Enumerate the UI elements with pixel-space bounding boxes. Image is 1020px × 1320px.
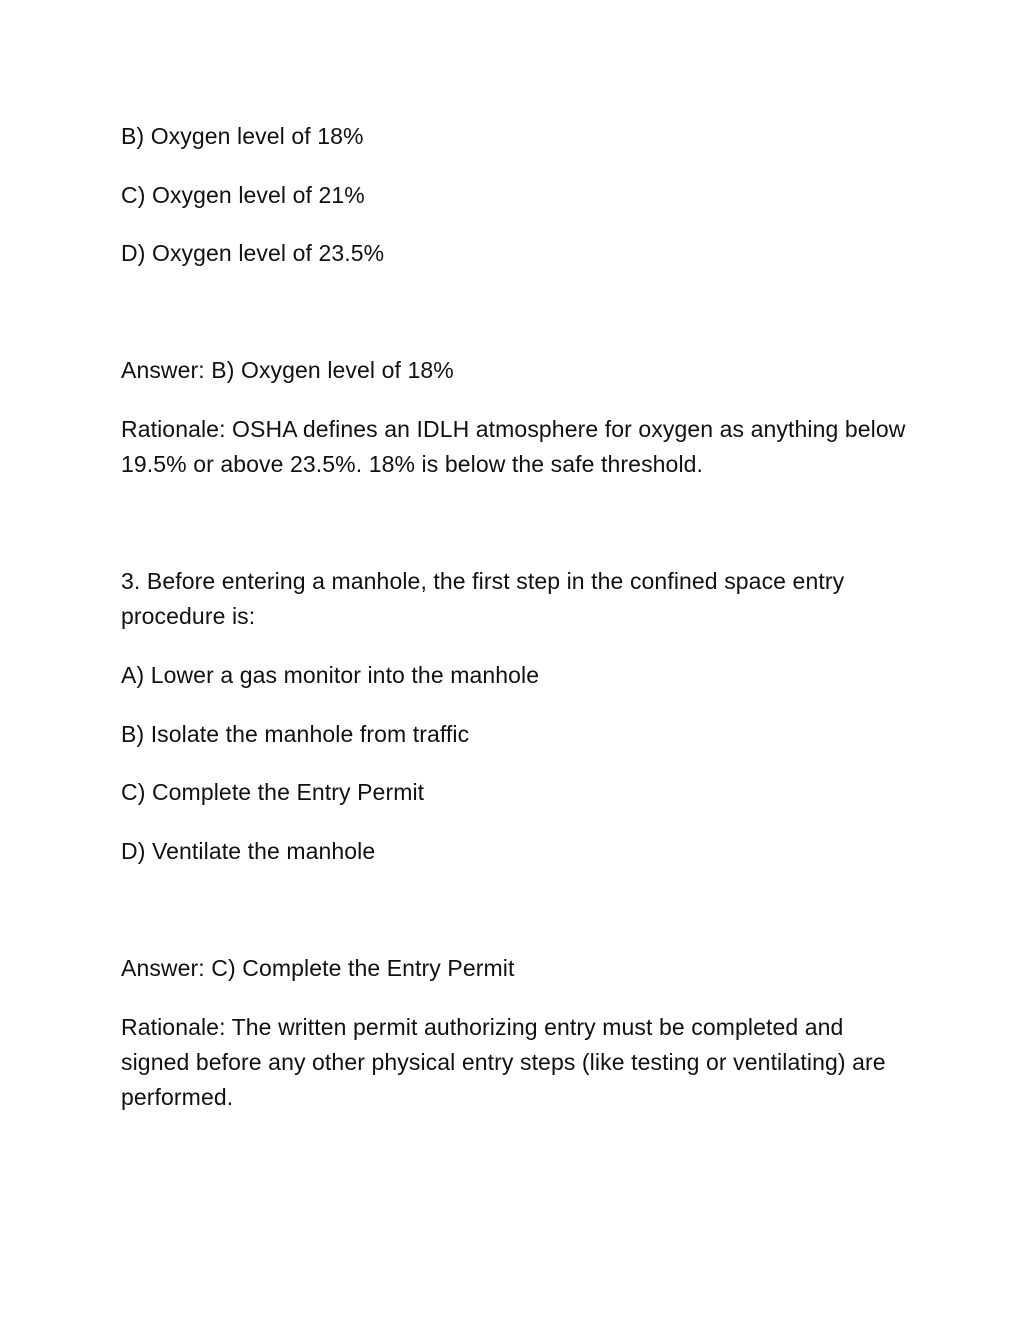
q3-option-b: B) Isolate the manhole from traffic bbox=[121, 721, 470, 747]
q2-rationale: Rationale: OSHA defines an IDLH atmosphere for oxygen as anything below 19.5% or above 23.5%. 18% is below the safe threshold. bbox=[121, 416, 906, 477]
q3-question: 3. Before entering a manhole, the first step in the confined space entry procedure is: bbox=[121, 568, 845, 629]
q2-answer: Answer: B) Oxygen level of 18% bbox=[121, 357, 454, 383]
q3-rationale: Rationale: The written permit authorizing entry must be completed and signed before any other physical entry steps (like testing or ventilating) are performed. bbox=[121, 1014, 886, 1110]
q3-option-a: A) Lower a gas monitor into the manhole bbox=[121, 662, 540, 688]
q2-option-b: B) Oxygen level of 18% bbox=[121, 123, 364, 149]
q3-option-d: D) Ventilate the manhole bbox=[121, 838, 376, 864]
q2-option-c: C) Oxygen level of 21% bbox=[121, 182, 365, 208]
q3-option-c: C) Complete the Entry Permit bbox=[121, 779, 425, 805]
q2-option-d: D) Oxygen level of 23.5% bbox=[121, 240, 385, 266]
q3-answer: Answer: C) Complete the Entry Permit bbox=[121, 955, 515, 981]
